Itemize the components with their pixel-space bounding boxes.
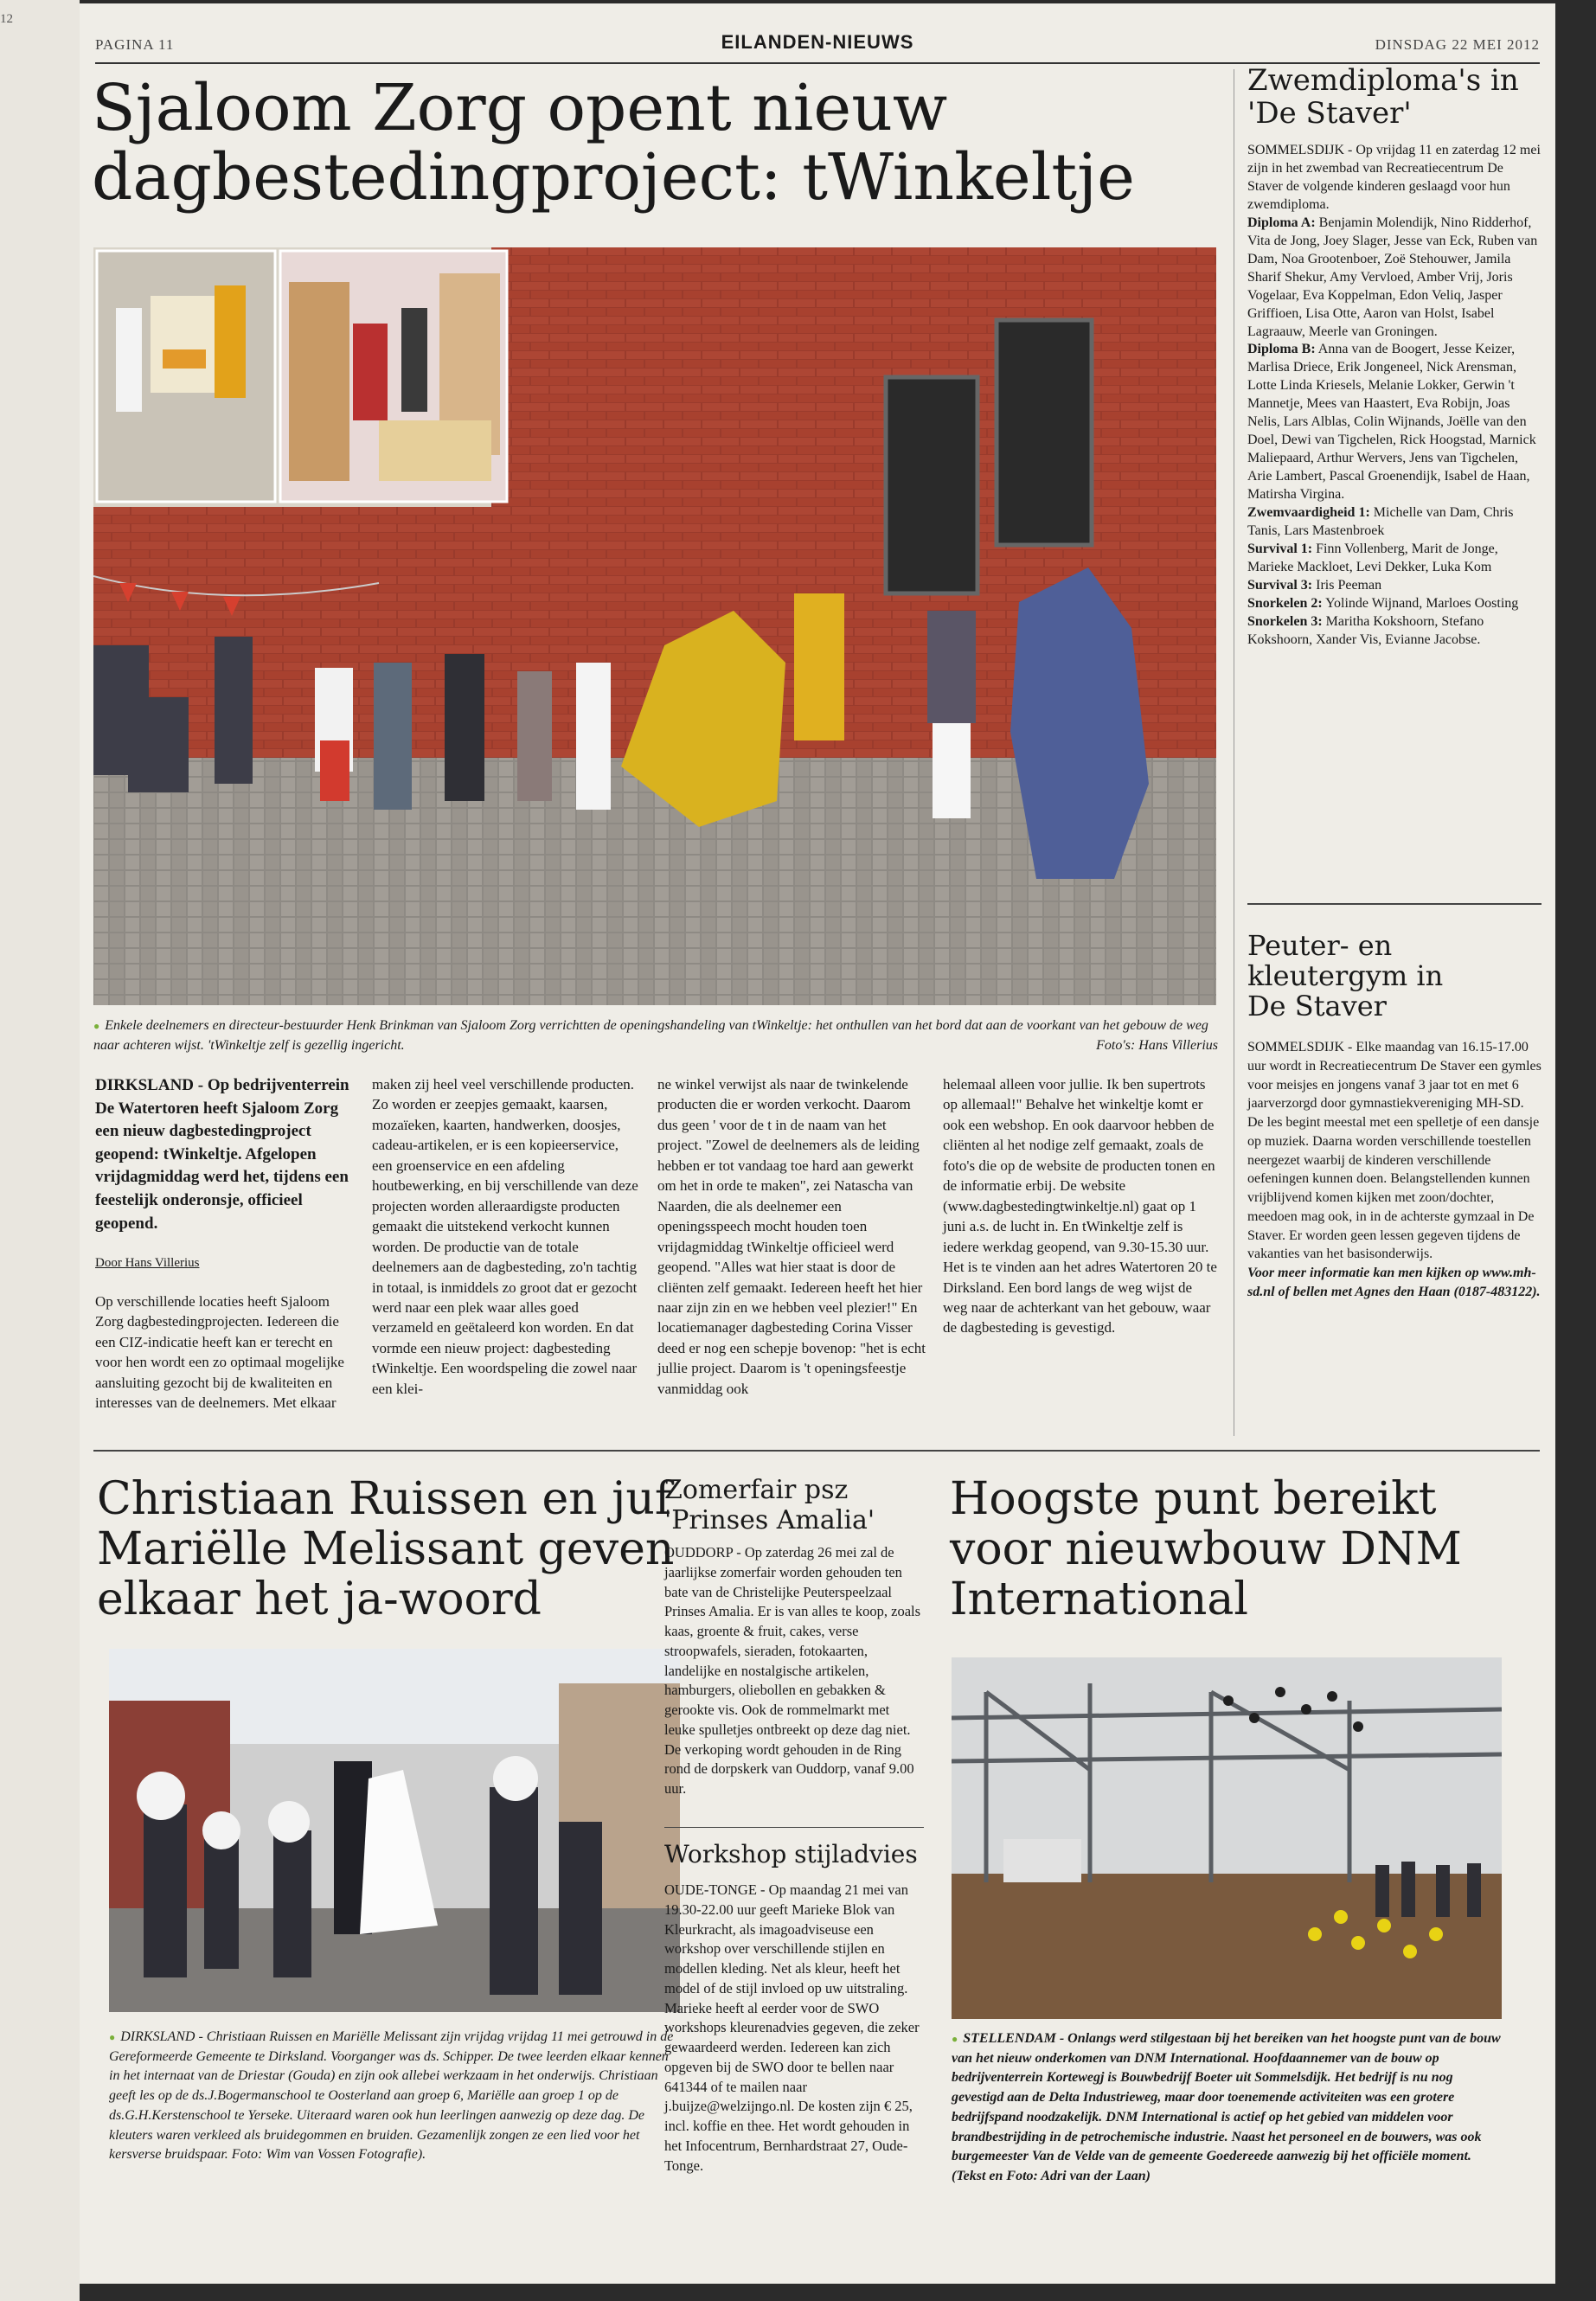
zwem-list-snorkelen-3 <box>1247 613 1542 650</box>
zwem-label: Survival 1: <box>1247 541 1313 556</box>
wedding-headline-line-1: Christiaan Ruissen en juf <box>97 1473 672 1525</box>
wedding-caption-text: DIRKSLAND - Christiaan Ruissen en Mariëlle Melissant zijn vrijdag vrijdag 11 mei getrouwd in de Gereformeerde Gemeente te Dirksland. Voorganger was ds. Schipper. De twee leerden elkaar kennen in het internaat van de Driestar (Gouda) en zijn ook allebei werkzaam in het onderwijs. Christiaan geeft les op de ds.J.Bogermanschool te Oosterland aan groep 6, Mariëlle aan groep 1 op de ds.G.H.Kerstenschool te Yerseke. Uiteraard waren ook hun leerlingen aanwezig op deze dag. De kleuters waren verkleed als bruidegommen en bruiden. Gezamenlijk zongen ze een lied voor het kersverse bruidspaar. Foto: Wim van Vossen Fotografie). <box>109 2029 674 2163</box>
wedding-photo <box>109 1649 680 2012</box>
zwem-label: Zwemvaardigheid 1: <box>1247 505 1370 521</box>
wedding-headline <box>97 1474 702 1625</box>
zwem-names: Iris Peeman <box>1316 577 1382 593</box>
zwem-list-survival-1 <box>1247 541 1542 577</box>
issue-date: DINSDAG 22 MEI 2012 <box>1375 36 1540 53</box>
adjacent-page-edge <box>0 0 80 2301</box>
peuter-text: SOMMELSDIJK - Elke maandag van 16.15-17.00 uur wordt in Recreatiecentrum De Staver een gymles voor meisjes en jongens vanaf 3 jaar tot en met 6 jaarverzorgd door gymnastiekvereniging MH-SD. De les begint meestal met een spelletje of een dansje op muziek. Daarna worden verschillende toestellen neergezet waarbij de kinderen verschillende oefeningen kunnen doen. Belangstellenden kunnen vrijblijvend komen kijken met zoon/dochter, meedoen mag ook, in in de achterste gymzaal in De Staver. Er worden geen lessen gegeven tijdens de vakanties van het basisonderwijs. <box>1247 1040 1542 1262</box>
peuter-closing: Voor meer informatie kan men kijken op www.mh-sd.nl of bellen met Agnes den Haan (0187-483122). <box>1247 1266 1541 1299</box>
lead-column-4 <box>943 1074 1218 1338</box>
caption-bullet-icon: ● <box>93 1020 100 1032</box>
wedding-headline-line-2: Mariëlle Melissant geven <box>97 1523 675 1576</box>
zwem-body <box>1247 142 1542 650</box>
dnm-headline-line-2: voor nieuwbouw DNM <box>950 1523 1462 1576</box>
zwem-list-diploma-a <box>1247 215 1542 342</box>
dnm-headline <box>950 1474 1547 1625</box>
zomerfair-headline-line-1: Zomerfair psz <box>664 1475 849 1505</box>
zwem-names: Benjamin Molendijk, Nino Ridderhof, Vita de Jong, Joey Slager, Jesse van Eck, Ruben van Dam, Noa Grootenboer, Zoë Stehouwer, Jamila Sharif Shekur, Amy Vervloed, Amber Vrij, Joris Vogelaar, Eva Koppelman, Edon Veliq, Jasper Griffioen, Lisa Otte, Aaron van Holst, Isabel Lagraauw, Meerle van Groningen. <box>1247 215 1538 339</box>
dnm-caption-text: STELLENDAM - Onlangs werd stilgestaan bij het bereiken van het hoogste punt van de bouw van het nieuw onderkomen van DNM International. Hoofdaannemer van de bouw op bedrijventerrein Kortewegj is Bouwbedrijf Boeter uit Sommelsdijk. Het bedrijf is nu nog gevestigd aan de Delta Industrieweg, maar door toenemende activiteiten was een grotere bedrijfspand noodzakelijk. DNM International is actief op het gebied van middelen voor brandbestrijding in de petrochemische industrie. Naast het personeel en de bouwers, was ook burgemeester Van de Velde van de gemeente Goedereede aanwezig bij het officiële moment. (Tekst en Foto: Adri van der Laan) <box>952 2031 1501 2184</box>
lead-headline <box>92 71 1242 215</box>
section-divider <box>93 1450 1540 1452</box>
lead-caption <box>93 1016 1218 1055</box>
lead-photo-credit: Foto's: Hans Villerius <box>1096 1038 1218 1054</box>
zwem-names: Finn Vollenberg, Marit de Jonge, Marieke Mackloet, Levi Dekker, Luka Kom <box>1247 541 1498 574</box>
dnm-caption <box>952 2029 1505 2187</box>
zomerfair-headline-line-2: 'Prinses Amalia' <box>664 1504 875 1535</box>
zwem-label: Diploma B: <box>1247 342 1316 357</box>
peuter-headline-line-2: kleutergym in <box>1247 959 1444 993</box>
lead-col2-text: maken zij heel veel verschillende producten. Zo worden er zeepjes gemaakt, kaarsen, mozaïeken, kaarten, handwerken, doosjes, cadeau-artikelen, er is een kopieerservice, een groenservice en een afdeling houtbewerking, en bij verschillende van deze projecten worden alleraardigste producten gemaakt die uitstekend verkocht kunnen worden. De productie van de totale deelnemers aan de dagbesteding, zo'n tachtig in totaal, is inmiddels zo groot dat er gezocht werd naar een plek waar alles goed verzameld en geëtaleerd kon worden. En dat vormde een nieuw project: dagbesteding tWinkeltje. Een woordspeling die zowel naar een klei- <box>372 1076 638 1397</box>
page-header <box>95 29 1540 64</box>
peuter-headline-line-3: De Staver <box>1247 990 1387 1023</box>
lead-col1-text: Op verschillende locaties heeft Sjaloom Zorg dagbestedingprojecten. Iedereen die een CIZ-indicatie heeft kan er terecht en voor hen wordt een zo optimaal mogelijke aansluiting gezocht bij de kwaliteiten en interesses van de deelnemers. Met elkaar <box>95 1292 344 1412</box>
zwem-label: Snorkelen 3: <box>1247 613 1323 629</box>
dnm-photo-illustration <box>952 1657 1502 2019</box>
workshop-text: OUDE-TONGE - Op maandag 21 mei van 19.30-22.00 uur geeft Marieke Blok van Kleurkracht, als imagoadviseuse een workshop over verschillende stijlen en modellen kleding. Net als kleur, heeft het model of de stijl invloed op uw uitstraling. Marieke heeft al eerder voor de SWO workshops kleurenadvies gegeven, die zeker gewaardeerd werden. Iedereen kan zich opgeven bij de SWO door te bellen naar 641344 of te mailen naar j.buijze@welzijngo.nl. De kosten zijn € 25, incl. koffie en thee. Het wordt gehouden in het Infocentrum, Bernhardstraat 27, Oude-Tonge. <box>664 1881 920 2174</box>
lead-byline: Door Hans Villerius <box>95 1256 200 1271</box>
caption-bullet-icon: ● <box>952 2033 958 2045</box>
lead-headline-line-2: dagbestedingproject: tWinkeltje <box>92 139 1135 215</box>
lead-caption-text: Enkele deelnemers en directeur-bestuurder Henk Brinkman van Sjaloom Zorg verrichtten de openingshandeling van tWinkeltje: het onthullen van het bord dat aan de voorkant van het gebouw de weg naar achteren wijst. 'tWinkeltje zelf is gezellig ingericht. <box>93 1018 1208 1054</box>
dnm-photo <box>952 1657 1502 2019</box>
lead-column-3 <box>657 1074 927 1399</box>
zomerfair-headline <box>664 1476 907 1535</box>
newspaper-page <box>80 3 1555 2284</box>
masthead: EILANDEN-NIEUWS <box>721 31 914 53</box>
lead-photo-illustration <box>93 247 1216 1005</box>
zwem-label: Diploma A: <box>1247 215 1316 230</box>
dnm-headline-line-3: International <box>950 1574 1249 1626</box>
wedding-headline-line-3: elkaar het ja-woord <box>97 1574 542 1626</box>
zwem-intro: SOMMELSDIJK - Op vrijdag 11 en zaterdag 12 mei zijn in het zwembad van Recreatiecentrum De Staver de volgende kinderen geslaagd voor hun zwemdiploma. <box>1247 143 1541 212</box>
zwem-names: Yolinde Wijnand, Marloes Oosting <box>1325 595 1519 611</box>
peuter-headline-line-1: Peuter- en <box>1247 929 1393 962</box>
wedding-photo-illustration <box>109 1649 680 2012</box>
zwem-headline <box>1247 64 1542 130</box>
dnm-headline-line-1: Hoogste punt bereikt <box>950 1473 1437 1525</box>
zomerfair-text: OUDDORP - Op zaterdag 26 mei zal de jaarlijkse zomerfair worden gehouden ten bate van de Christelijke Peuterspeelzaal Prinses Amalia. Er is van alles te koop, zoals kaas, groente & fruit, cakes, verse stroopwafels, sieraden, fotokaarten, landelijke en nostalgische artikelen, hamburgers, oliebollen en gebakken & gerookte vis. Ook de rommelmarkt met leuke spulletjes ontbreekt op deze dag niet. De verkoping wordt gehouden in de Ring rond de dorpskerk van Ouddorp, vanaf 9.00 uur. <box>664 1544 921 1798</box>
lead-photo <box>93 247 1216 1005</box>
workshop-headline: Workshop stijladvies <box>664 1840 918 1868</box>
zwem-label: Survival 3: <box>1247 577 1313 593</box>
zwem-list-snorkelen-2 <box>1247 595 1542 613</box>
lead-intro: DIRKSLAND - Op bedrijventerrein De Watertoren heeft Sjaloom Zorg een nieuw dagbestedingproject geopend: tWinkeltje. Afgelopen vrijdagmiddag werd het, tijdens een feestelijk onderonsje, officieel geopend. <box>95 1076 349 1233</box>
zwem-names: Anna van de Boogert, Jesse Keizer, Marlisa Driece, Erik Jongeneel, Nick Arensman, Lotte Linda Kriesels, Melanie Lokker, Gerwin 't Mannetje, Mees van Haastert, Eva Robijn, Joas Nelis, Lars Alblas, Colin Wijnands, Joëlle van den Doel, Dewi van Tigchelen, Rick Hoogstad, Marnick Maliepaard, Arthur Wervers, Jens van Tigchelen, Arie Lambert, Pascal Groenendijk, Isabel de Haan, Matirsha Virgina. <box>1247 342 1536 503</box>
lead-column-1 <box>95 1074 355 1413</box>
zwem-label: Snorkelen 2: <box>1247 595 1323 611</box>
lead-headline-line-1: Sjaloom Zorg opent nieuw <box>92 71 948 145</box>
workshop-body <box>664 1881 924 2176</box>
wedding-caption <box>109 2028 680 2165</box>
zwem-list-survival-3 <box>1247 577 1542 595</box>
zwem-list-diploma-b <box>1247 341 1542 504</box>
zomerfair-body <box>664 1543 924 1799</box>
zwem-headline-line-2: 'De Staver' <box>1247 96 1412 131</box>
peuter-headline <box>1247 931 1542 1022</box>
zwem-list-zwemvaardigheid-1 <box>1247 504 1542 541</box>
lead-column-2 <box>372 1074 642 1399</box>
zwem-names: Michelle van Dam, Chris Tanis, Lars Mastenbroek <box>1247 505 1514 539</box>
caption-bullet-icon: ● <box>109 2031 116 2043</box>
lead-col4-text: helemaal alleen voor jullie. Ik ben supertrots op allemaal!" Behalve het winkeltje komt er ook een webshop. En ook daarvoor hebben de cliënten al het nodige zelf gemaakt, zoals de foto's die op de website de producten tonen en de informatie erbij. De website (www.dagbestedingtwinkeltje.nl) gaat op 1 juni a.s. de lucht in. En tWinkeltje zelf is iedere werkdag geopend, van 9.30-15.30 uur. Het is te vinden aan het adres Watertoren 20 te Dirksland. Een bord langs de weg wijst de weg naar de achterkant van het gebouw, waar de dagbesteding is gevestigd. <box>943 1076 1217 1336</box>
zwem-names: Maritha Kokshoorn, Stefano Kokshoorn, Xander Vis, Evianne Jacobse. <box>1247 613 1484 647</box>
section-divider <box>1247 903 1542 905</box>
zwem-headline-line-1: Zwemdiploma's in <box>1247 63 1519 98</box>
adjacent-page-number: 12 <box>0 12 13 26</box>
section-divider <box>664 1827 924 1828</box>
page-label: PAGINA 11 <box>95 36 175 53</box>
peuter-body <box>1247 1038 1542 1302</box>
lead-col3-text: ne winkel verwijst als naar de twinkelende producten die er worden verkocht. Daarom dus geen ' voor de t in de naam van het project. "Zowel de deelnemers als de leiding hebben er tot vandaag toe hard aan gewerkt om het in orde te maken", zei Natascha van Naarden, die als deelnemer een openingsspeech mocht houden toen vrijdagmiddag tWinkeltje officieel werd geopend. "Alles wat hier staat is door de cliënten zelf gemaakt. Iedereen heeft het hier naar zijn zin en we hebben veel plezier!" En locatiemanager dagbesteding Corina Visser deed er nog een schepje bovenop: "het is echt jullie project. Daarom is 't openingsfeestje vanmiddag ook <box>657 1076 926 1397</box>
